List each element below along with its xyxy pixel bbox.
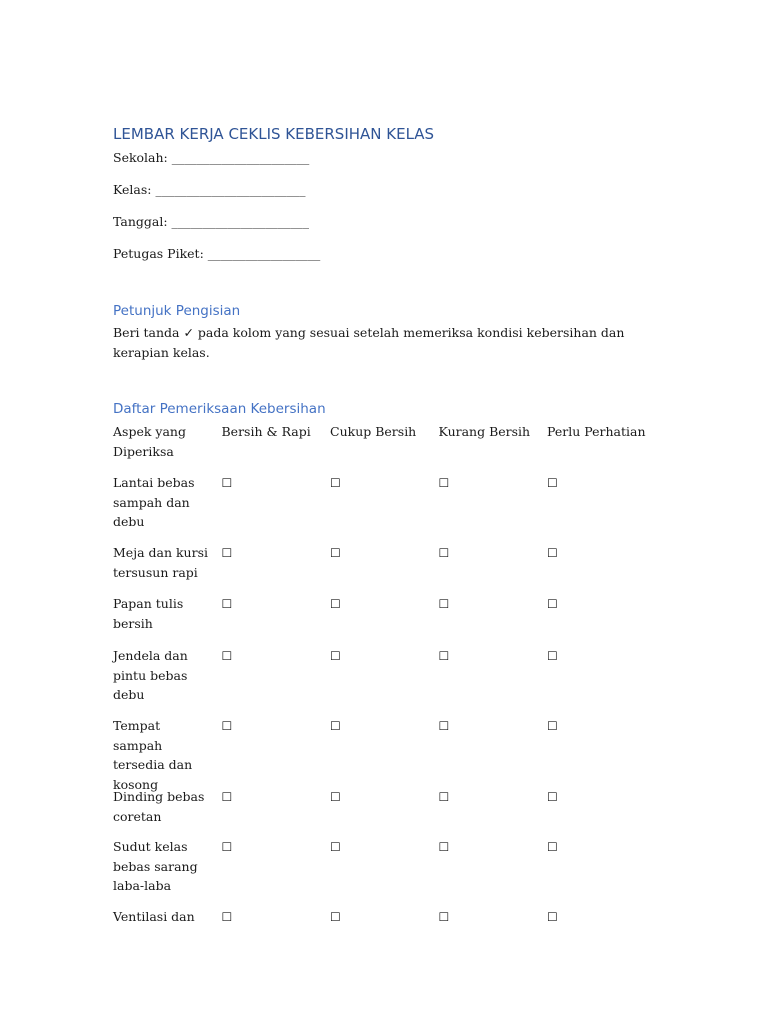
checkbox-cell — [547, 473, 656, 543]
checkbox-cell — [330, 646, 439, 716]
checkbox-cell — [222, 837, 331, 907]
checkbox-cell — [439, 716, 548, 787]
table-row — [113, 787, 658, 837]
checkbox-cell — [222, 473, 331, 543]
checkbox-cell — [222, 787, 331, 837]
field-tanggal — [113, 214, 309, 229]
field-blank-line: __________________ — [207, 246, 321, 261]
checkbox-cell — [222, 646, 331, 716]
checkbox-icon[interactable]: ☐ — [438, 719, 450, 733]
checkbox-cell — [547, 837, 656, 907]
checkbox-icon[interactable]: ☐ — [547, 790, 558, 804]
aspect-label: Tempat sampah tersedia dan kosong — [113, 718, 193, 792]
checkbox-icon[interactable]: ☐ — [438, 910, 450, 924]
checkbox-icon[interactable]: ☐ — [330, 790, 341, 804]
checkbox-icon[interactable]: ☐ — [221, 476, 233, 490]
checkbox-cell — [547, 787, 656, 837]
checkbox-cell — [330, 543, 439, 594]
checkbox-icon[interactable]: ☐ — [438, 597, 450, 611]
table-row — [113, 594, 658, 646]
checkbox-cell — [330, 594, 439, 646]
checkbox-cell — [439, 543, 548, 594]
checkbox-icon[interactable]: ☐ — [330, 649, 341, 663]
checkbox-icon[interactable]: ☐ — [221, 790, 233, 804]
instructions-text: Beri tanda ✓ pada kolom yang sesuai setelah memeriksa kondisi kebersihan dan kerapian kelas. — [113, 325, 625, 360]
checkbox-icon[interactable]: ☐ — [438, 476, 450, 490]
checkbox-icon[interactable]: ☐ — [547, 910, 558, 924]
checkbox-cell — [330, 787, 439, 837]
checkbox-cell — [439, 646, 548, 716]
aspect-label: Ventilasi dan — [113, 909, 195, 924]
checkbox-icon[interactable]: ☐ — [221, 546, 233, 560]
checkbox-icon[interactable]: ☐ — [221, 649, 233, 663]
checkbox-cell — [547, 594, 656, 646]
checklist-heading: Daftar Pemeriksaan Kebersihan — [113, 401, 326, 417]
field-label: Petugas Piket: — [113, 246, 204, 261]
checkbox-cell — [330, 907, 439, 947]
checkbox-icon[interactable]: ☐ — [221, 840, 233, 854]
column-header-kurang-bersih: Kurang Bersih — [438, 424, 531, 439]
checkbox-icon[interactable]: ☐ — [221, 910, 233, 924]
field-petugas-piket — [113, 246, 320, 261]
field-blank-line: ______________________ — [171, 214, 310, 229]
checkbox-icon[interactable]: ☐ — [547, 649, 558, 663]
checkbox-icon[interactable]: ☐ — [547, 840, 558, 854]
checkbox-icon[interactable]: ☐ — [438, 649, 450, 663]
checklist-table — [113, 422, 658, 947]
checkbox-cell — [439, 594, 548, 646]
checkbox-cell — [222, 594, 331, 646]
checkbox-icon[interactable]: ☐ — [547, 597, 558, 611]
table-row — [113, 473, 658, 543]
table-row — [113, 646, 658, 716]
column-header-aspect: Aspek yang Diperiksa — [113, 424, 186, 459]
field-blank-line: ________________________ — [155, 182, 306, 197]
checkbox-icon[interactable]: ☐ — [438, 790, 450, 804]
table-row — [113, 543, 658, 594]
instructions-heading: Petunjuk Pengisian — [113, 303, 241, 319]
checkbox-cell — [547, 543, 656, 594]
checkbox-cell — [439, 787, 548, 837]
checkbox-cell — [547, 907, 656, 947]
checkbox-cell — [439, 907, 548, 947]
field-sekolah — [113, 150, 309, 165]
checkbox-cell — [547, 646, 656, 716]
checkbox-cell — [222, 716, 331, 787]
column-header-perlu-perhatian: Perlu Perhatian — [547, 424, 646, 439]
checkbox-cell — [547, 716, 656, 787]
checkbox-icon[interactable]: ☐ — [547, 476, 558, 490]
checkbox-cell — [439, 837, 548, 907]
aspect-label: Papan tulis bersih — [113, 596, 184, 631]
checkbox-icon[interactable]: ☐ — [330, 719, 341, 733]
table-row — [113, 716, 658, 792]
checkbox-icon[interactable]: ☐ — [330, 840, 341, 854]
column-header-cukup-bersih: Cukup Bersih — [330, 424, 417, 439]
checkbox-icon[interactable]: ☐ — [221, 597, 233, 611]
checkbox-icon[interactable]: ☐ — [330, 910, 341, 924]
document-title: LEMBAR KERJA CEKLIS KEBERSIHAN KELAS — [113, 125, 435, 143]
field-label: Kelas: — [113, 182, 152, 197]
column-header-bersih-rapi: Bersih & Rapi — [221, 424, 311, 439]
table-header-row — [113, 422, 658, 473]
field-label: Sekolah: — [113, 150, 168, 165]
checkbox-cell — [330, 473, 439, 543]
aspect-label: Meja dan kursi tersusun rapi — [113, 545, 208, 580]
checkbox-cell — [330, 837, 439, 907]
table-row — [113, 837, 658, 907]
checkbox-cell — [222, 543, 331, 594]
checkbox-icon[interactable]: ☐ — [547, 719, 558, 733]
checkbox-icon[interactable]: ☐ — [330, 476, 341, 490]
field-label: Tanggal: — [113, 214, 168, 229]
checkbox-icon[interactable]: ☐ — [438, 546, 450, 560]
checkbox-icon[interactable]: ☐ — [330, 597, 341, 611]
aspect-label: Sudut kelas bebas sarang laba-laba — [113, 839, 198, 893]
aspect-label: Lantai bebas sampah dan debu — [113, 475, 195, 529]
aspect-label: Dinding bebas coretan — [113, 789, 205, 824]
checkbox-cell — [222, 907, 331, 947]
checkbox-cell — [330, 716, 439, 787]
checkbox-icon[interactable]: ☐ — [438, 840, 450, 854]
checkbox-icon[interactable]: ☐ — [330, 546, 341, 560]
checkbox-icon[interactable]: ☐ — [221, 719, 233, 733]
checkbox-icon[interactable]: ☐ — [547, 546, 558, 560]
aspect-label: Jendela dan pintu bebas debu — [113, 648, 188, 702]
field-kelas — [113, 182, 305, 197]
checkbox-cell — [439, 473, 548, 543]
field-blank-line: ______________________ — [171, 150, 310, 165]
table-row — [113, 907, 658, 947]
